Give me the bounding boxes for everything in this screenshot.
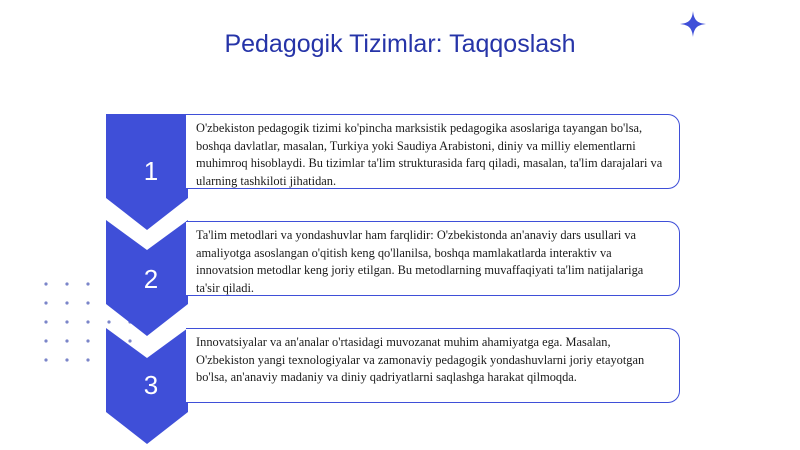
decor-dot xyxy=(86,282,89,285)
decor-dot xyxy=(44,320,47,323)
decor-dot xyxy=(86,320,89,323)
decor-dot xyxy=(86,339,89,342)
decor-dot xyxy=(44,358,47,361)
decor-dot xyxy=(65,339,68,342)
decor-dot xyxy=(65,320,68,323)
slide-title: Pedagogik Tizimlar: Taqqoslash xyxy=(224,30,576,58)
decor-dot xyxy=(65,301,68,304)
decor-dot xyxy=(86,301,89,304)
step-1-text: O'zbekiston pedagogik tizimi ko'pincha marksistik pedagogika asoslariga tayangan bo'lsa, boshqa davlatlar, masalan, Turkiya yoki Saudiya Arabistoni, diniy va milliy elementlarni muhimroq hisoblaydi. Bu tizimlar ta'lim strukturasida farq qiladi, masalan, ta'lim darajalari va ularning tashkiloti jihatidan. xyxy=(196,121,663,188)
decor-dot xyxy=(86,358,89,361)
step-2-card xyxy=(186,221,680,296)
step-3-card xyxy=(186,328,680,403)
step-2-number: 2 xyxy=(143,264,159,294)
step-3-number: 3 xyxy=(143,370,159,400)
step-1-number: 1 xyxy=(143,156,159,186)
decor-dot xyxy=(44,301,47,304)
step-1-card xyxy=(186,114,680,189)
step-3-text: Innovatsiyalar va an'analar o'rtasidagi muvozanat muhim ahamiyatga ega. Masalan, O'zbekiston yangi texnologiyalar va zamonaviy pedagogik yondashuvlarni joriy etayotgan bo'lsa, an'anaviy madaniy va diniy qadriyatlarni saqlashga harakat qilmoqda. xyxy=(196,335,645,384)
decor-dot xyxy=(65,282,68,285)
decor-dot xyxy=(44,339,47,342)
decor-dot xyxy=(65,358,68,361)
step-2-text: Ta'lim metodlari va yondashuvlar ham farqlidir: O'zbekistonda an'anaviy dars usullari va amaliyotga asoslangan o'qitish keng qo'llanilsa, boshqa mamlakatlarda interaktiv va innovatsion metodlar keng joriy etilgan. Bu metodlarning muvaffaqiyati ta'lim natijalariga ta'sir qiladi. xyxy=(196,228,644,295)
decor-dot xyxy=(44,282,47,285)
sparkle-icon xyxy=(679,10,707,38)
